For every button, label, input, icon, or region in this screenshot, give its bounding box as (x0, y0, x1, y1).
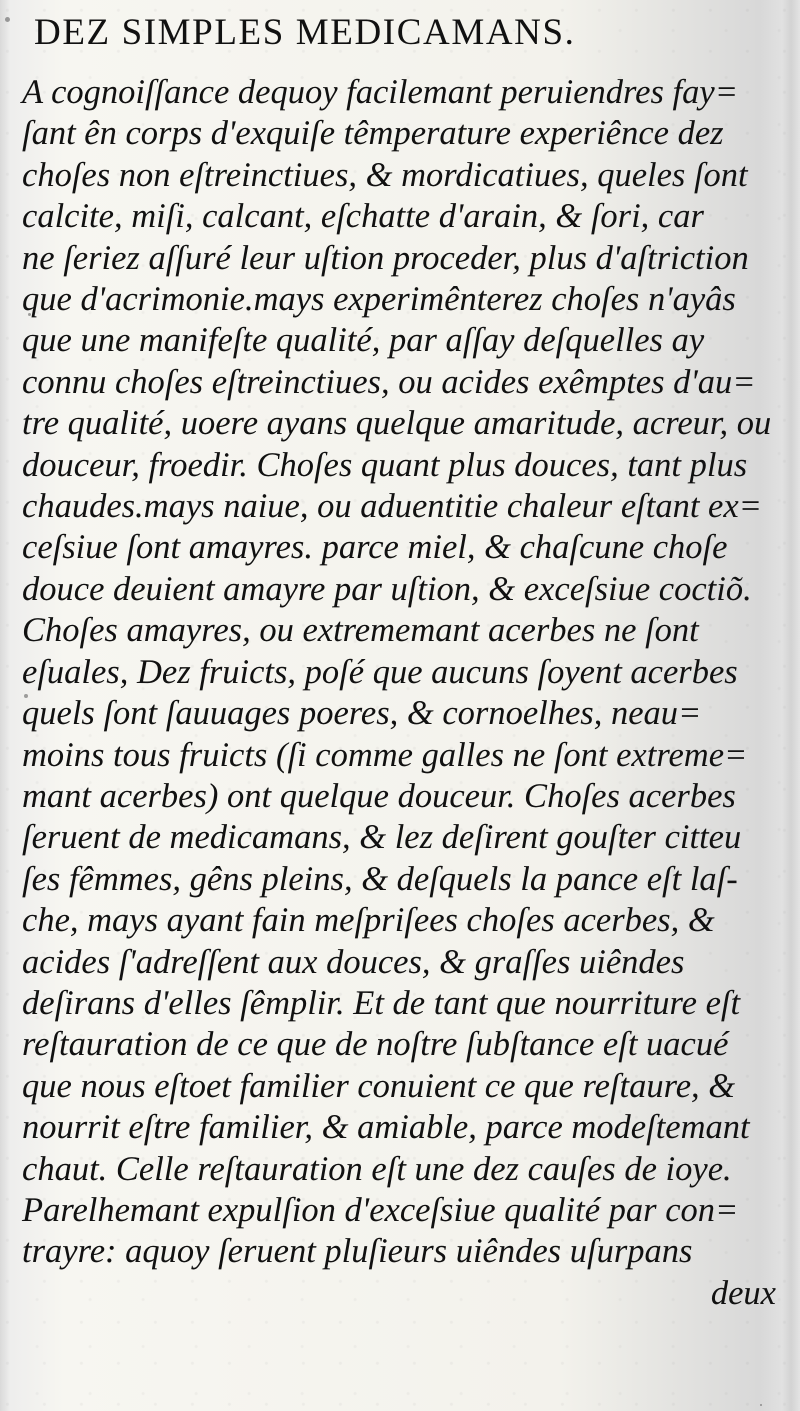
text-line: quels ſont ſauuages poeres, & cornoelhes, neau= (22, 694, 702, 733)
text-line: A cognoiſſance dequoy facilemant peruiendres fay= (22, 73, 738, 111)
page-right-edge-shadow (782, 0, 800, 1411)
page-left-edge-shadow (0, 0, 10, 1411)
text-line: choſes non eſtreinctiues, & mordicatiues, queles ſont (22, 155, 748, 194)
text-line: que nous eſtoet familier conuient ce que reſtaure, & (22, 1066, 736, 1105)
text-line: moins tous fruicts (ſi comme galles ne ſont extreme= (22, 735, 748, 774)
body-text (22, 72, 782, 1314)
text-line: tre qualité, uoere ayans quelque amaritude, acreur, ou (22, 404, 772, 443)
text-line: nourrit eſtre familier, & amiable, parce modeſtemant (22, 1108, 750, 1147)
text-line: che, mays ayant fain meſpriſees choſes acerbes, & (22, 901, 715, 940)
running-header: DEZ SIMPLES MEDICAMANS. (34, 12, 576, 53)
catchword: deux (710, 1273, 776, 1312)
text-line: douceur, froedir. Choſes quant plus douces, tant plus (22, 445, 748, 484)
text-line: calcite, miſi, calcant, eſchatte d'arain, & ſori, car (22, 197, 704, 236)
text-line: reſtauration de ce que de noſtre ſubſtance eſt uacué (22, 1025, 729, 1064)
text-line: connu choſes eſtreinctiues, ou acides exêmptes d'au= (22, 362, 756, 401)
text-line: Parelhemant expulſion d'exceſsiue qualité par con= (22, 1190, 739, 1229)
text-line: chaudes.mays naiue, ou aduentitie chaleur eſtant ex= (22, 487, 762, 526)
text-line: que une manifeſte qualité, par aſſay deſquelles ay (22, 321, 705, 360)
text-line: chaut. Celle reſtauration eſt une dez cauſes de ioye. (22, 1149, 732, 1188)
text-line: mant acerbes) ont quelque douceur. Choſes acerbes (22, 776, 736, 815)
text-line: Choſes amayres, ou extrememant acerbes ne ſont (22, 611, 699, 650)
text-line: deſirans d'elles ſêmplir. Et de tant que nourriture eſt (22, 983, 741, 1022)
text-line: ceſsiue ſont amayres. parce miel, & chaſcune choſe (22, 528, 728, 567)
text-line: ſes fêmmes, gêns pleins, & deſquels la pance eſt laſ- (22, 859, 738, 898)
ink-speck (760, 1404, 762, 1406)
text-line: eſuales, Dez fruicts, poſé que aucuns ſoyent acerbes (22, 652, 738, 691)
text-line: acides ſ'adreſſent aux douces, & graſſes uiêndes (22, 942, 685, 981)
text-line: ne ſeriez aſſuré leur uſtion proceder, plus d'aſtriction (22, 238, 749, 277)
text-line: trayre: aquoy ſeruent pluſieurs uiêndes uſurpans (22, 1232, 693, 1271)
text-line: douce deuient amayre par uſtion, & exceſsiue coctiõ. (22, 569, 752, 608)
ink-speck (5, 17, 10, 22)
text-line: que d'acrimonie.mays experimênterez choſes n'ayâs (22, 280, 736, 319)
text-line: ſeruent de medicamans, & lez deſirent gouſter citteu (22, 818, 742, 857)
text-line: ſant ên corps d'exquiſe têmperature experiênce dez (22, 114, 724, 153)
